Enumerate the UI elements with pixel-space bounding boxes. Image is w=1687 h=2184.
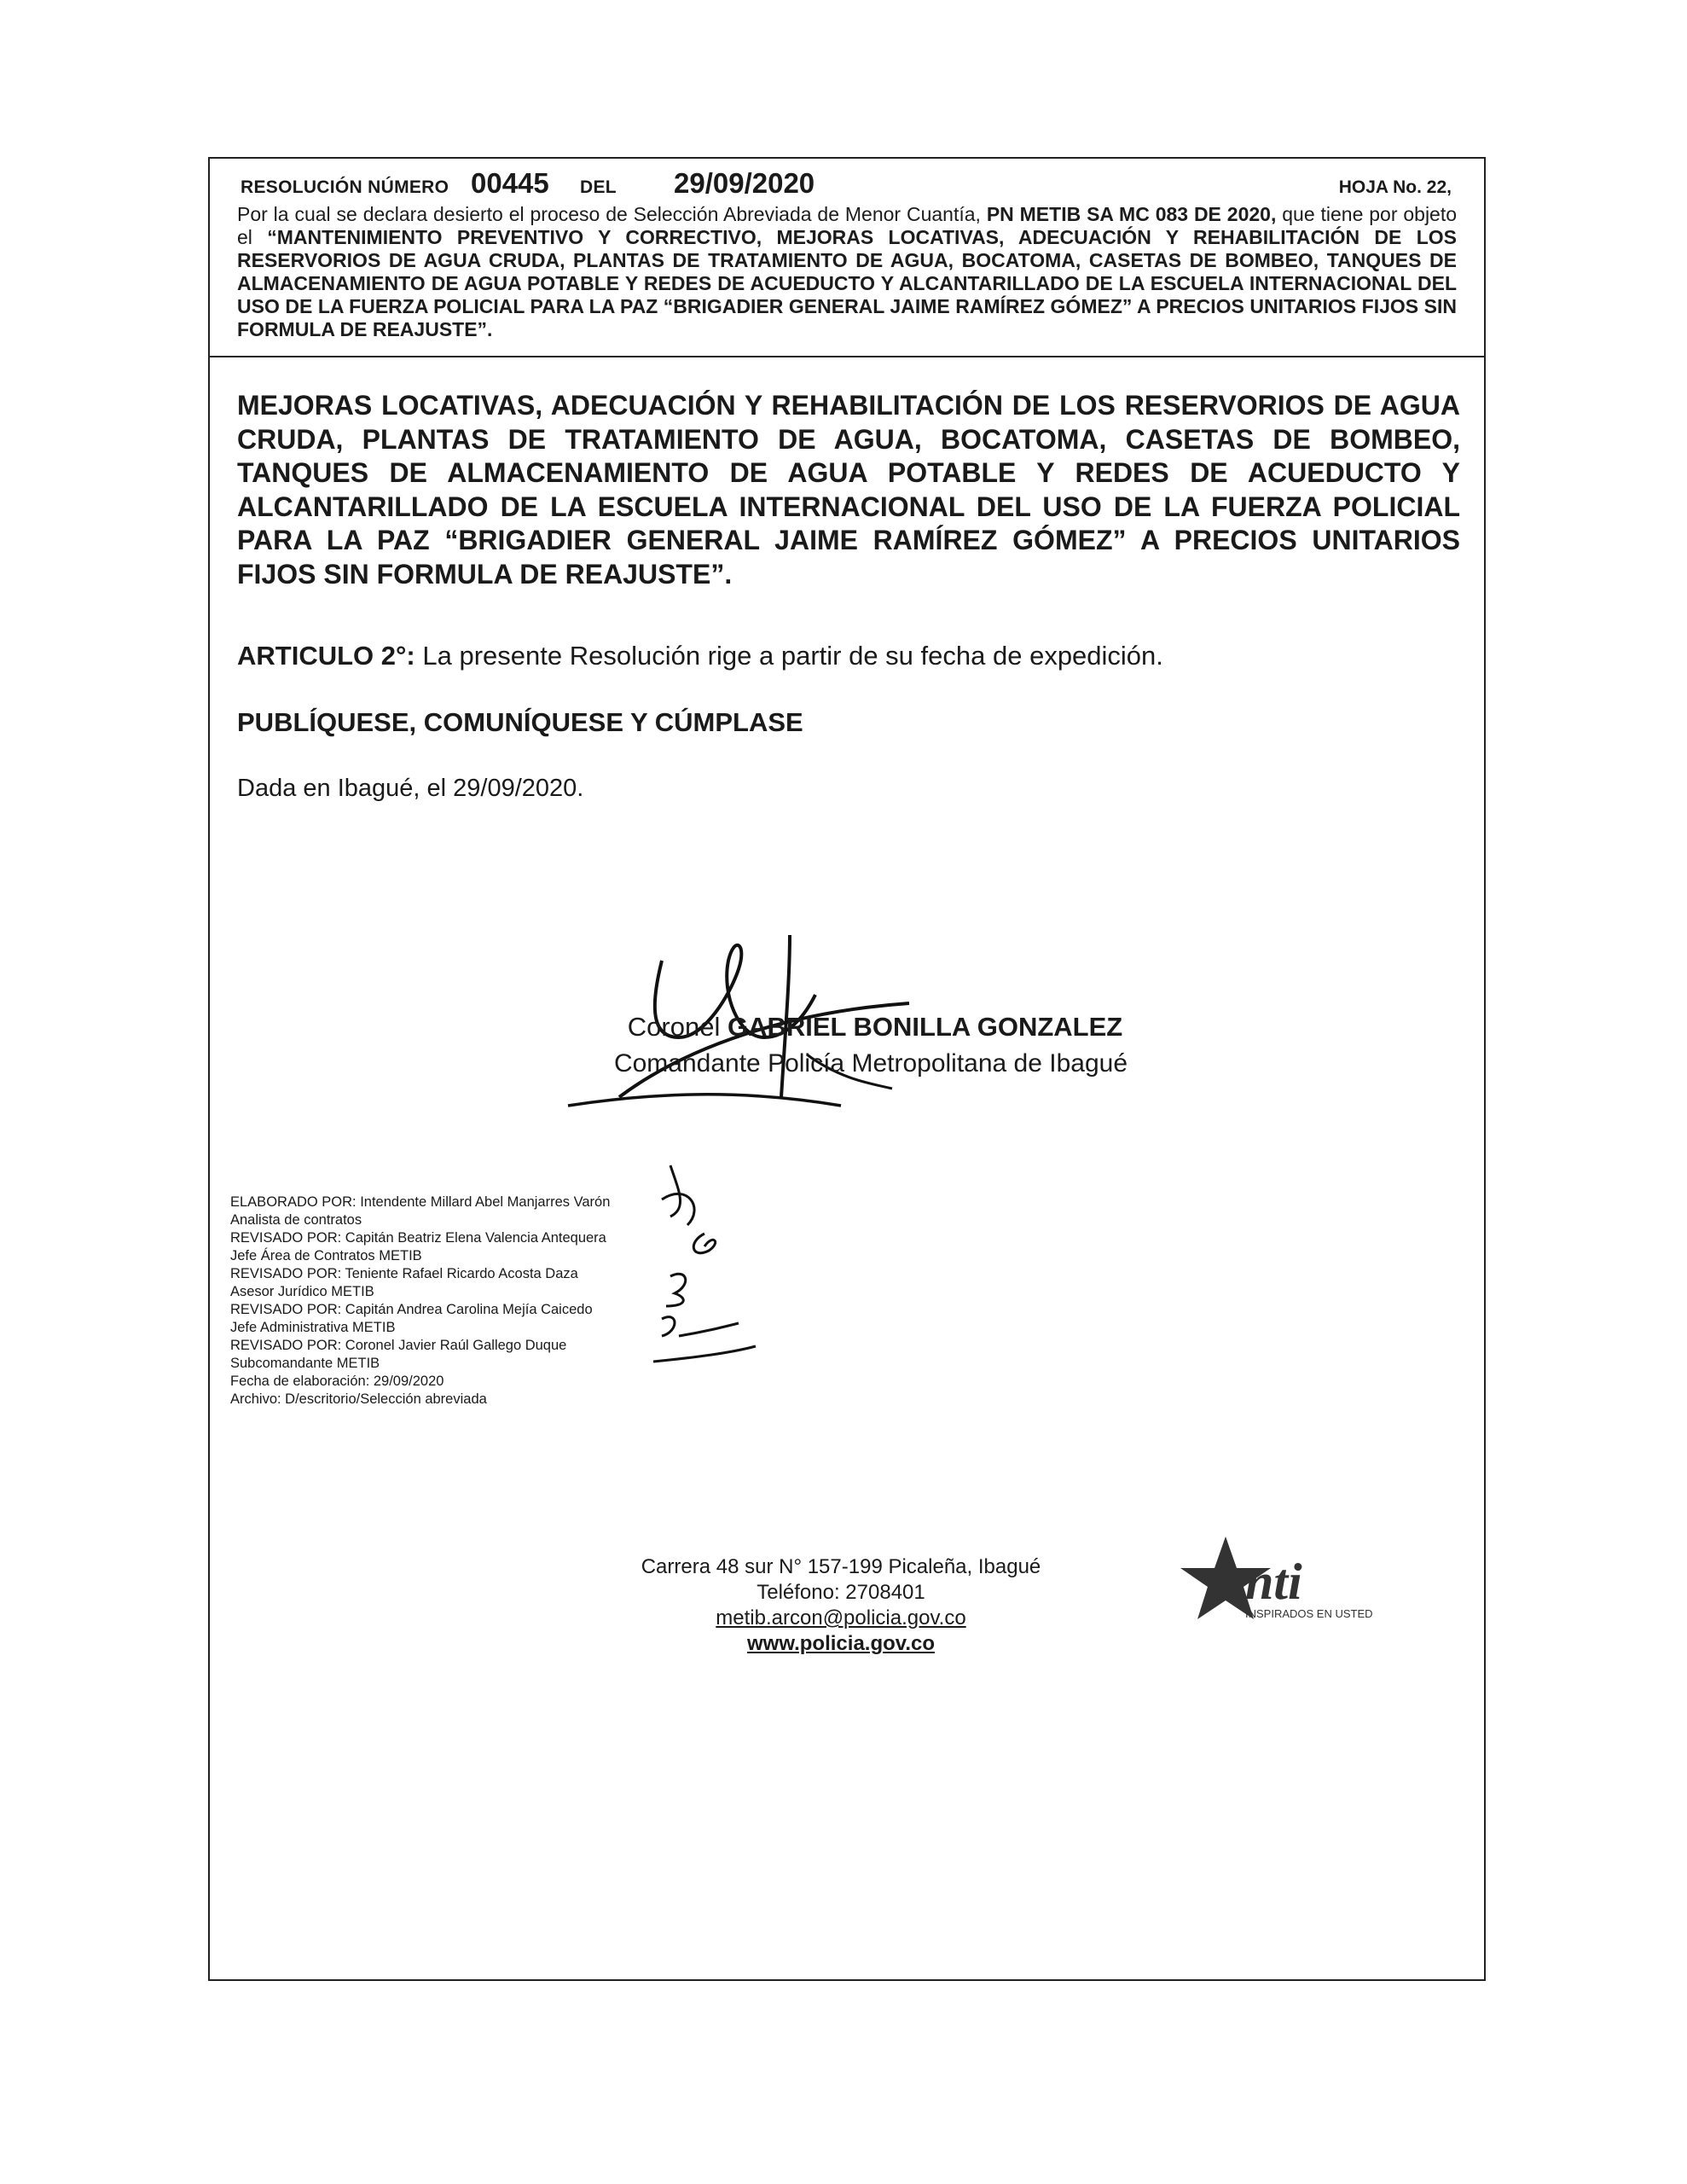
credit-line: Asesor Jurídico METIB (230, 1284, 374, 1299)
signatory-name (577, 1012, 1174, 1043)
article-2 (237, 641, 1457, 671)
resolucion-label: RESOLUCIÓN NÚMERO (241, 177, 449, 197)
del-label: DEL (580, 177, 617, 197)
logo-text: nti (1245, 1554, 1302, 1610)
object-title: MEJORAS LOCATIVAS, ADECUACIÓN Y REHABILITACIÓN DE LOS RESERVORIOS DE AGUA CRUDA, PLANTAS DE TRATAMIENTO DE AGUA, BOCATOMA, CASETAS DE BOMBEO, TANQUES DE ALMACENAMIENTO DE AGUA POTABLE Y REDES DE ACUEDUCTO Y ALCANTARILLADO DE LA ESCUELA INTERNACIONAL DEL USO DE LA FUERZA POLICIAL PARA LA PAZ “BRIGADIER GENERAL JAIME RAMÍREZ GÓMEZ” A PRECIOS UNITARIOS FIJOS SIN FORMULA DE REAJUSTE”. (237, 390, 1460, 590)
footer-address: Carrera 48 sur N° 157-199 Picaleña, Ibagué (641, 1555, 1041, 1578)
resolution-date: 29/09/2020 (674, 167, 815, 199)
document-frame (208, 157, 1486, 1981)
resolution-header (210, 159, 1484, 357)
footer-website[interactable]: www.policia.gov.co (746, 1632, 936, 1655)
credit-line: REVISADO POR: Capitán Andrea Carolina Mejía Caicedo (230, 1302, 593, 1317)
page-number: HOJA No. 22, (1338, 177, 1452, 197)
article-label: ARTICULO 2°: (237, 641, 415, 671)
subject-code: PN METIB SA MC 083 DE 2020, (986, 203, 1277, 225)
resolution-number: 00445 (471, 167, 549, 199)
signatory-full-name: GABRIEL BONILLA GONZALEZ (727, 1012, 1123, 1042)
signatory-rank: Coronel (627, 1012, 721, 1042)
subject-object: “MANTENIMIENTO PREVENTIVO Y CORRECTIVO, MEJORAS LOCATIVAS, ADECUACIÓN Y REHABILITACIÓN DE LOS RESERVORIOS DE AGUA CRUDA, PLANTAS DE TRATAMIENTO DE AGUA, BOCATOMA, CASETAS DE BOMBEO, TANQUES DE ALMACENAMIENTO DE AGUA POTABLE Y REDES DE ACUEDUCTO Y ALCANTARILLADO DE LA ESCUELA INTERNACIONAL DEL USO DE LA FUERZA POLICIAL PARA LA PAZ “BRIGADIER GENERAL JAIME RAMÍREZ GÓMEZ” A PRECIOS UNITARIOS FIJOS SIN FORMULA DE REAJUSTE”. (237, 226, 1458, 340)
subject-intro: Por la cual se declara desierto el proceso de Selección Abreviada de Menor Cuantía, (237, 203, 981, 225)
publish-clause: PUBLÍQUESE, COMUNÍQUESE Y CÚMPLASE (237, 707, 803, 737)
credit-line: Jefe Administrativa METIB (230, 1320, 396, 1335)
reviewer-initials (653, 1148, 841, 1379)
credit-line: Fecha de elaboración: 29/09/2020 (230, 1374, 444, 1389)
credit-line: Archivo: D/escritorio/Selección abreviada (230, 1391, 487, 1407)
footer-email[interactable]: metib.arcon@policia.gov.co (716, 1606, 966, 1629)
nti-star-logo (1179, 1532, 1392, 1635)
credit-line: REVISADO POR: Coronel Javier Raúl Gallego Duque (230, 1338, 567, 1353)
signatory-role: Comandante Policía Metropolitana de Ibagué (613, 1049, 1128, 1077)
article-text: La presente Resolución rige a partir de su fecha de expedición. (422, 641, 1163, 671)
credit-line: ELABORADO POR: Intendente Millard Abel Manjarres Varón (230, 1194, 611, 1210)
resolution-line (241, 167, 1452, 201)
credit-line: Subcomandante METIB (230, 1356, 380, 1371)
credit-line: Analista de contratos (230, 1212, 362, 1228)
credit-line: Jefe Área de Contratos METIB (230, 1248, 422, 1263)
footer-phone: Teléfono: 2708401 (757, 1581, 925, 1604)
logo-tagline: INSPIRADOS EN USTED (1245, 1607, 1373, 1620)
credit-line: REVISADO POR: Teniente Rafael Ricardo Acosta Daza (230, 1266, 578, 1281)
footer-contact (568, 1554, 1114, 1657)
resolution-subject (237, 203, 1457, 341)
subject-mid: que tiene por objeto el (237, 203, 1458, 248)
credit-line: REVISADO POR: Capitán Beatriz Elena Valencia Antequera (230, 1230, 606, 1246)
issued-in: Dada en Ibagué, el 29/09/2020. (237, 775, 584, 802)
